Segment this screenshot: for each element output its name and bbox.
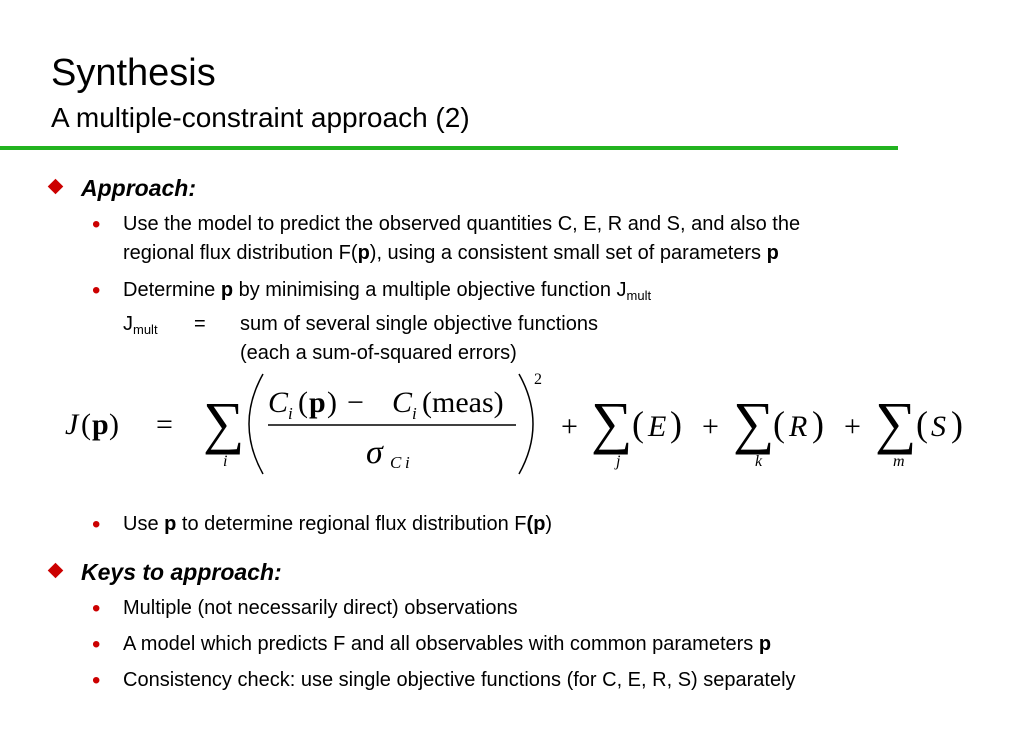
slide-title: Synthesis <box>51 52 216 94</box>
svg-text:k: k <box>755 453 763 470</box>
svg-text:=: = <box>156 408 173 441</box>
bullet-line: A model which predicts F and all observables with common parameters p <box>123 633 772 655</box>
bullet-line: Use the model to predict the observed quantities C, E, R and S, and also the <box>123 213 801 235</box>
bullet-line: Use p to determine regional flux distribution F(p) <box>123 513 553 535</box>
svg-text:+: + <box>561 410 578 443</box>
title-divider <box>0 146 898 150</box>
section-heading: Approach: <box>81 175 196 201</box>
svg-text:): ) <box>109 408 119 441</box>
svg-text:+: + <box>702 410 719 443</box>
left-bracket <box>249 374 263 474</box>
svg-text:2: 2 <box>534 371 542 388</box>
section-heading: Keys to approach: <box>81 559 282 585</box>
svg-text:): ) <box>327 386 337 419</box>
svg-text:i: i <box>288 404 293 423</box>
diamond-bullet-icon <box>48 563 64 579</box>
svg-text:(: ( <box>298 386 308 419</box>
svg-text:R: R <box>789 410 808 443</box>
bullet-line: (each a sum-of-squared errors) <box>240 342 517 364</box>
objective-function-equation <box>55 368 985 488</box>
right-bracket <box>519 374 533 474</box>
svg-text:p: p <box>92 408 109 441</box>
sum-symbol: ∑ <box>733 390 775 455</box>
bullet-line: Consistency check: use single objective functions (for C, E, R, S) separately <box>123 669 796 691</box>
dot-bullet-icon: • <box>92 511 101 538</box>
svg-text:σ: σ <box>366 434 383 471</box>
sum-symbol: ∑ <box>203 390 245 455</box>
svg-text:+: + <box>844 410 861 443</box>
sum-symbol: ∑ <box>591 390 633 455</box>
svg-text:i: i <box>412 404 417 423</box>
dot-bullet-icon: • <box>92 631 101 658</box>
slide-subtitle: A multiple-constraint approach (2) <box>51 102 470 133</box>
dot-bullet-icon: • <box>92 211 101 238</box>
svg-text:j: j <box>616 453 621 470</box>
sum-symbol: ∑ <box>875 390 917 455</box>
svg-text:(: ( <box>773 404 785 444</box>
svg-text:i: i <box>405 453 410 472</box>
dot-bullet-icon: • <box>92 667 101 694</box>
svg-text:C: C <box>268 386 289 419</box>
svg-text:J: J <box>65 408 79 441</box>
diamond-bullet-icon <box>48 179 64 195</box>
svg-text:C: C <box>392 386 413 419</box>
svg-text:C: C <box>390 453 402 472</box>
bullet-line: regional flux distribution F(p), using a consistent small set of parameters p <box>123 242 779 264</box>
svg-text:(: ( <box>632 404 644 444</box>
svg-text:S: S <box>931 410 946 443</box>
dot-bullet-icon: • <box>92 595 101 622</box>
svg-text:E: E <box>648 410 667 443</box>
svg-text:p: p <box>309 386 326 419</box>
svg-text:−: − <box>347 386 364 419</box>
svg-text:(: ( <box>916 404 928 444</box>
dot-bullet-icon: • <box>92 277 101 304</box>
svg-text:i: i <box>223 453 228 470</box>
svg-text:m: m <box>893 453 905 470</box>
svg-text:): ) <box>951 404 963 444</box>
svg-text:(meas): (meas) <box>422 386 504 419</box>
bullet-line: Determine p by minimising a multiple objective function $J_{mult}$ <box>123 279 652 303</box>
svg-text:(: ( <box>81 408 91 441</box>
bullet-line: Multiple (not necessarily direct) observations <box>123 597 518 619</box>
svg-text:): ) <box>812 404 824 444</box>
bullet-line: $J_{mult}$ = sum of several single objective functions <box>123 313 598 337</box>
svg-text:): ) <box>670 404 682 444</box>
